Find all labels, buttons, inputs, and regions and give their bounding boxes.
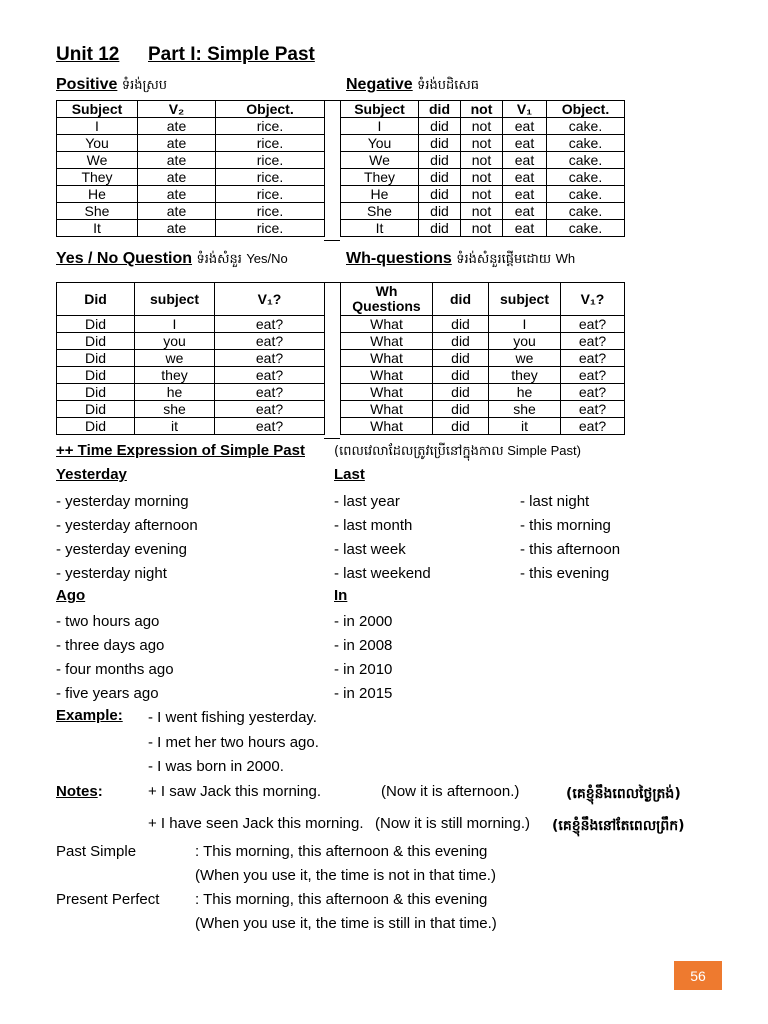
table-row [341,367,625,384]
list-item: - four months ago [56,661,174,678]
table-cell: she [489,401,561,418]
table-cell: they [489,367,561,384]
table-row [341,418,625,435]
this-list [520,490,620,586]
negative-heading: Negative ទំរង់បដិសេធ [346,76,480,93]
note-sentence: + I saw Jack this morning. [148,783,321,800]
table-header: subject [489,283,561,316]
ago-list [56,610,174,706]
table-header: Subject [57,101,138,118]
table-header: Did [57,283,135,316]
table-cell: eat [503,118,547,135]
list-item: - I went fishing yesterday. [148,709,317,726]
table-header: Wh Questions [341,283,433,316]
time-expression-subtitle: (ពេលវេលាដែលត្រូវប្រើនៅក្នុងកាល Simple Past) [334,443,581,459]
table-cell: rice. [216,186,325,203]
table-cell: did [419,118,461,135]
note-paren: (Now it is still morning.) [375,815,531,832]
table-cell: not [461,118,503,135]
table-cell: rice. [216,169,325,186]
table-row [57,135,325,152]
table-cell: not [461,152,503,169]
positive-heading: Positive ទំរង់ស្រប [56,76,167,93]
table-cell: She [341,203,419,220]
table-cell: did [433,384,489,401]
table-row [341,220,625,237]
table-cell: it [489,418,561,435]
table-cell: What [341,367,433,384]
list-item: - I was born in 2000. [148,758,284,775]
table-cell: cake. [547,118,625,135]
table-gap [324,282,340,439]
example-list [148,706,319,780]
table-cell: ate [138,118,216,135]
table-cell: I [341,118,419,135]
table-cell: it [135,418,215,435]
table-cell: He [57,186,138,203]
table-cell: They [341,169,419,186]
table-cell: he [489,384,561,401]
ago-heading: Ago [56,587,86,604]
table-cell: We [341,152,419,169]
table-row [341,316,625,333]
table-cell: did [419,152,461,169]
list-item: - last night [520,493,590,510]
table-row [57,316,325,333]
table-cell: What [341,401,433,418]
table-cell: we [489,350,561,367]
note-km: (គេខ្ញុំនឹងពេលថ្ងៃត្រង់) [566,786,681,802]
table-cell: What [341,333,433,350]
last-heading: Last [334,466,365,483]
table-header: subject [135,283,215,316]
table-cell: ate [138,135,216,152]
table-row [57,203,325,220]
list-item: - in 2010 [334,661,393,678]
table-cell: We [57,152,138,169]
table-cell: eat [503,203,547,220]
table-cell: rice. [216,220,325,237]
table-header: did [433,283,489,316]
yesterday-heading: Yesterday [56,466,127,483]
table-cell: did [433,333,489,350]
table-cell: eat? [215,350,325,367]
table-cell: you [489,333,561,350]
table-cell: ate [138,152,216,169]
yesterday-list [56,490,198,586]
part-title: Part I: Simple Past [148,44,315,65]
table-row [57,367,325,384]
table-cell: rice. [216,135,325,152]
rule-line: (When you use it, the time is still in that time.) [195,915,497,932]
table-row [341,169,625,186]
wh-table [340,282,625,435]
table-cell: What [341,350,433,367]
table-row [341,152,625,169]
wh-heading: Wh-questions ទំរង់សំនួរផ្តើមដោយ Wh [346,250,576,267]
table-cell: eat? [215,401,325,418]
table-header: V₁? [561,283,625,316]
table-header: did [419,101,461,118]
table-cell: He [341,186,419,203]
yesno-table [56,282,325,435]
in-heading: In [334,587,348,604]
table-cell: Did [57,384,135,401]
table-cell: ate [138,220,216,237]
table-row [341,333,625,350]
table-cell: Did [57,367,135,384]
table-cell: did [433,350,489,367]
table-cell: eat? [561,384,625,401]
list-item: - yesterday night [56,565,167,582]
unit-title: Unit 12 [56,44,120,65]
list-item: - this morning [520,517,611,534]
list-item: - two hours ago [56,613,160,630]
table-row [341,350,625,367]
table-cell: not [461,169,503,186]
note-paren: (Now it is afternoon.) [381,783,520,800]
in-list [334,610,392,706]
table-header: Object. [547,101,625,118]
table-cell: not [461,203,503,220]
rule-line: (When you use it, the time is not in that time.) [195,867,496,884]
table-row [57,169,325,186]
table-cell: did [419,135,461,152]
table-cell: did [419,186,461,203]
table-gap [324,100,340,241]
table-cell: she [135,401,215,418]
table-cell: they [135,367,215,384]
table-row [57,384,325,401]
table-cell: You [57,135,138,152]
table-cell: cake. [547,203,625,220]
table-cell: eat? [561,333,625,350]
table-row [57,350,325,367]
table-cell: eat [503,152,547,169]
list-item: - in 2015 [334,685,393,702]
list-item: - this afternoon [520,541,621,558]
table-cell: It [57,220,138,237]
table-cell: cake. [547,186,625,203]
table-row [57,333,325,350]
table-cell: did [419,220,461,237]
list-item: - last year [334,493,400,510]
rule-line: : This morning, this afternoon & this evening [195,891,488,908]
note-sentence: + I have seen Jack this morning. [148,815,364,832]
positive-table [56,100,325,237]
table-row [341,401,625,418]
list-item: - last month [334,517,413,534]
list-item: - yesterday morning [56,493,189,510]
table-row [341,384,625,401]
table-cell: eat? [561,316,625,333]
table-row [341,186,625,203]
table-cell: ate [138,186,216,203]
table-cell: eat [503,169,547,186]
table-cell: eat [503,135,547,152]
list-item: - yesterday evening [56,541,187,558]
table-cell: not [461,135,503,152]
table-cell: Did [57,333,135,350]
table-cell: It [341,220,419,237]
table-cell: What [341,384,433,401]
list-item: - I met her two hours ago. [148,733,319,751]
table-cell: Did [57,316,135,333]
list-item: - in 2008 [334,637,393,654]
table-cell: eat? [215,316,325,333]
table-cell: rice. [216,203,325,220]
last-list [334,490,431,586]
table-cell: They [57,169,138,186]
table-cell: eat? [561,367,625,384]
example-label: Example: [56,707,123,724]
table-cell: did [433,401,489,418]
table-header: V₁ [503,101,547,118]
table-cell: Did [57,418,135,435]
table-cell: Did [57,350,135,367]
table-cell: did [419,169,461,186]
table-cell: cake. [547,152,625,169]
table-cell: cake. [547,220,625,237]
table-header: not [461,101,503,118]
table-row [341,118,625,135]
list-item: - five years ago [56,685,159,702]
list-item: - last week [334,541,406,558]
table-cell: you [135,333,215,350]
table-cell: did [433,418,489,435]
table-cell: not [461,220,503,237]
table-header: Subject [341,101,419,118]
rule-term: Present Perfect [56,891,160,908]
table-cell: eat? [561,350,625,367]
table-cell: did [419,203,461,220]
table-row [341,135,625,152]
table-cell: he [135,384,215,401]
table-cell: rice. [216,118,325,135]
table-cell: I [57,118,138,135]
table-cell: You [341,135,419,152]
table-cell: rice. [216,152,325,169]
table-cell: cake. [547,169,625,186]
table-row [57,152,325,169]
table-row [341,203,625,220]
table-row [57,418,325,435]
table-cell: eat [503,220,547,237]
table-cell: I [135,316,215,333]
table-row [57,220,325,237]
list-item: - this evening [520,565,610,582]
table-cell: ate [138,203,216,220]
table-header: V₁? [215,283,325,316]
note-km: (គេខ្ញុំនឹងនៅតែពេលព្រឹក) [552,818,685,834]
negative-table [340,100,625,237]
rule-line: : This morning, this afternoon & this evening [195,843,488,860]
table-cell: eat? [215,418,325,435]
table-header: V₂ [138,101,216,118]
table-cell: eat? [215,367,325,384]
yesno-heading: Yes / No Question ទំរង់សំនួរ Yes/No [56,250,288,267]
time-expression-title: ++ Time Expression of Simple Past [56,442,305,459]
rule-term: Past Simple [56,843,137,860]
table-cell: we [135,350,215,367]
table-header: Object. [216,101,325,118]
list-item: - three days ago [56,637,165,654]
table-cell: eat [503,186,547,203]
table-cell: did [433,367,489,384]
table-cell: What [341,418,433,435]
table-cell: I [489,316,561,333]
page-number: 56 [674,961,722,990]
table-cell: eat? [215,384,325,401]
table-cell: did [433,316,489,333]
list-item: - yesterday afternoon [56,517,198,534]
table-cell: She [57,203,138,220]
list-item: - in 2000 [334,613,393,630]
table-row [57,186,325,203]
table-cell: cake. [547,135,625,152]
table-cell: eat? [561,418,625,435]
table-cell: eat? [561,401,625,418]
table-cell: ate [138,169,216,186]
list-item: - last weekend [334,565,431,582]
table-cell: eat? [215,333,325,350]
table-cell: not [461,186,503,203]
table-row [57,401,325,418]
notes-label: Notes: [56,783,103,800]
table-cell: Did [57,401,135,418]
table-row [57,118,325,135]
table-cell: What [341,316,433,333]
